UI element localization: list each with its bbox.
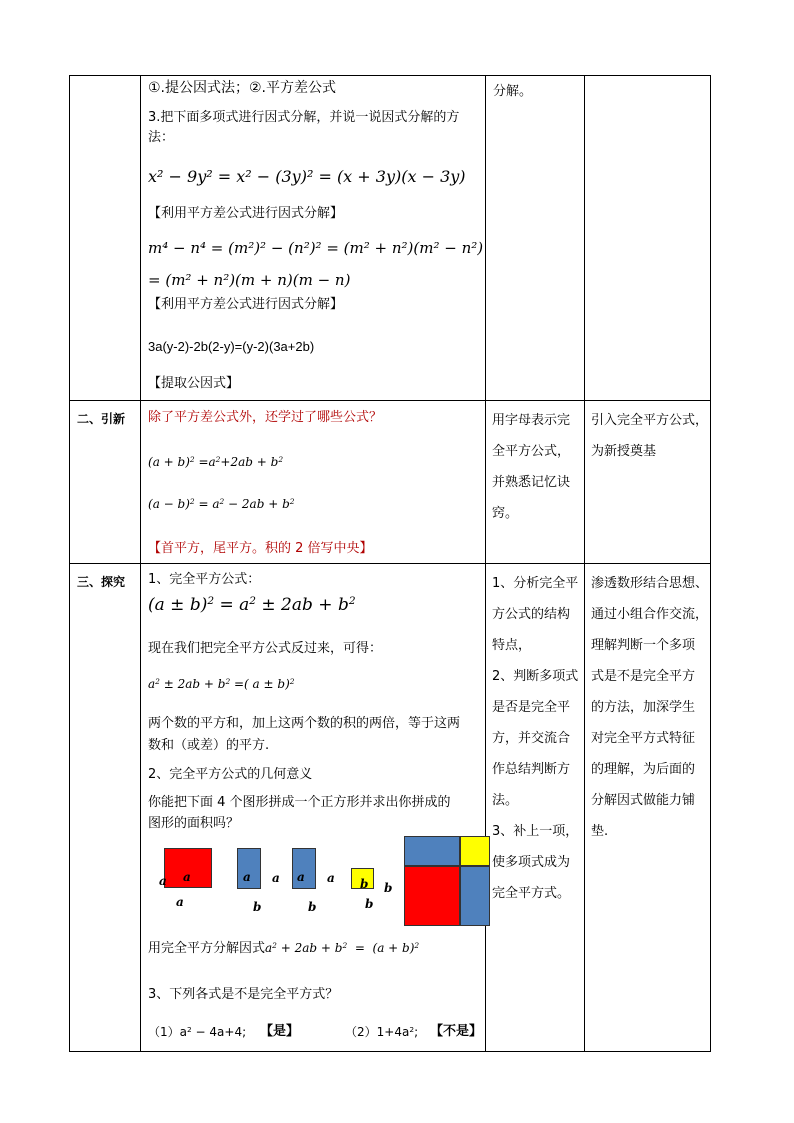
row-divider	[69, 563, 711, 564]
formula-reversed: $a^2 \pm 2ab + b^2$ =( a ± b)$^2$	[148, 676, 295, 691]
assembled-yellow	[460, 836, 490, 866]
formula-diff-square: $(a - b)^2 = a^2 - 2ab + b^2$	[148, 496, 295, 511]
paragraph-definition: 两个数的平方和，加上这两个数的积的两倍，等于这两	[148, 716, 461, 731]
paragraph-definition-cont: 数和（或差）的平方.	[148, 738, 270, 753]
lesson-table	[69, 75, 711, 1052]
assembled-blue-right	[460, 866, 490, 926]
list-item: 分解因式做能力铺	[591, 793, 696, 808]
exercise-prompt-cont: 法：	[148, 130, 175, 145]
answer-1: 【是】	[260, 1024, 300, 1039]
list-item: 通过小组合作交流，	[591, 607, 709, 622]
factor-result: 用完全平方分解因式$a^2 + 2ab + b^2 = (a + b)^2$	[148, 940, 420, 956]
label-a: a	[272, 871, 280, 885]
list-item: 垫.	[591, 824, 609, 839]
label-b: b	[253, 900, 262, 914]
list-item: 的理解，为后面的	[591, 762, 696, 777]
col4-list	[591, 405, 708, 467]
label-a: a	[159, 874, 167, 888]
label-a: a	[176, 895, 184, 909]
equation-3: 3a(y-2)-2b(2-y)=(y-2)(3a+2b)	[148, 339, 315, 354]
list-item: 2、判断多项式	[492, 669, 579, 684]
note-difference-of-squares: 【利用平方差公式进行因式分解】	[148, 206, 344, 221]
list-item: 完全平方式。	[492, 886, 571, 901]
label-b: b	[308, 900, 317, 914]
col4-list	[591, 568, 708, 847]
paragraph-reverse: 现在我们把完全平方公式反过来，可得：	[148, 641, 383, 656]
list-item: 用字母表示完	[492, 413, 571, 428]
row-divider	[69, 400, 711, 401]
list-item: 为新授奠基	[591, 444, 657, 459]
label-a: a	[297, 870, 305, 884]
label-a: a	[183, 870, 191, 884]
subheading-1: 1、完全平方公式：	[148, 572, 261, 587]
exercise-2: $(2)1+4a^2$;	[345, 1024, 419, 1039]
list-item: 全平方公式，	[492, 444, 571, 459]
list-item: 的方法，加深学生	[591, 700, 696, 715]
label-a: a	[327, 871, 335, 885]
exercise-1: $(1)a^2 - 4a+4$;	[148, 1024, 247, 1039]
assembled-blue-top	[404, 836, 460, 866]
list-item: 理解判断一个多项	[591, 638, 696, 653]
formula-perfect-square: $(a \pm b)^2 = a^2 \pm 2ab + b^2$	[148, 595, 356, 615]
question: 除了平方差公式外，还学过了哪些公式？	[148, 410, 383, 425]
method-list: ①.提公因式法；②.平方差公式	[148, 80, 337, 96]
formula-sum-square: $(a + b)^2 =a^2+2ab + b^2$	[148, 454, 284, 469]
note-common-factor: 【提取公因式】	[148, 376, 240, 391]
answer-2: 【不是】	[430, 1024, 483, 1039]
list-item: 特点，	[492, 638, 532, 653]
list-item: 引入完全平方公式，	[591, 413, 709, 428]
col3-list	[492, 568, 578, 909]
list-item: 使多项式成为	[492, 855, 571, 870]
section-label: 三、探究	[77, 575, 126, 589]
table-border-top	[69, 75, 711, 76]
list-item: 3、补上一项，	[492, 824, 579, 839]
subheading-3: 3、下列各式是不是完全平方式？	[148, 987, 339, 1002]
label-a: a	[243, 870, 251, 884]
equation-1: x² − 9y² = x² − (3y)² = (x + 3y)(x − 3y)	[148, 167, 466, 186]
assembled-red	[404, 866, 460, 926]
list-item: 窍。	[492, 506, 519, 521]
list-item: 渗透数形结合思想、	[591, 576, 709, 591]
label-b: b	[365, 897, 374, 911]
label-b: b	[384, 881, 393, 895]
list-item: 并熟悉记忆诀	[492, 475, 571, 490]
exercise-prompt: 3.把下面多项式进行因式分解，并说一说因式分解的方	[148, 110, 460, 125]
equation-2a: m⁴ − n⁴ = (m²)² − (n²)² = (m² + n²)(m² − n²)	[148, 239, 484, 257]
col3-text: 分解。	[493, 84, 533, 99]
paragraph-question: 你能把下面 4 个图形拼成一个正方形并求出你拼成的	[148, 795, 451, 810]
list-item: 法。	[492, 793, 519, 808]
list-item: 是否是完全平	[492, 700, 571, 715]
list-item: 方，并交流合	[492, 731, 571, 746]
mnemonic-tip: 【首平方，尾平方。积的 2 倍写中央】	[148, 541, 373, 556]
section-label: 二、引新	[77, 412, 126, 426]
list-item: 作总结判断方	[492, 762, 571, 777]
paragraph-question-cont: 图形的面积吗？	[148, 816, 240, 831]
equation-2b: = (m² + n²)(m + n)(m − n)	[148, 271, 351, 289]
label-b: b	[360, 877, 369, 891]
col3-list	[492, 405, 570, 529]
list-item: 式是不是完全平方	[591, 669, 696, 684]
list-item: 方公式的结构	[492, 607, 571, 622]
list-item: 对完全平方式特征	[591, 731, 696, 746]
table-border-bottom	[69, 1051, 711, 1052]
note-difference-of-squares: 【利用平方差公式进行因式分解】	[148, 297, 344, 312]
subheading-2: 2、完全平方公式的几何意义	[148, 767, 313, 782]
list-item: 1、分析完全平	[492, 576, 579, 591]
